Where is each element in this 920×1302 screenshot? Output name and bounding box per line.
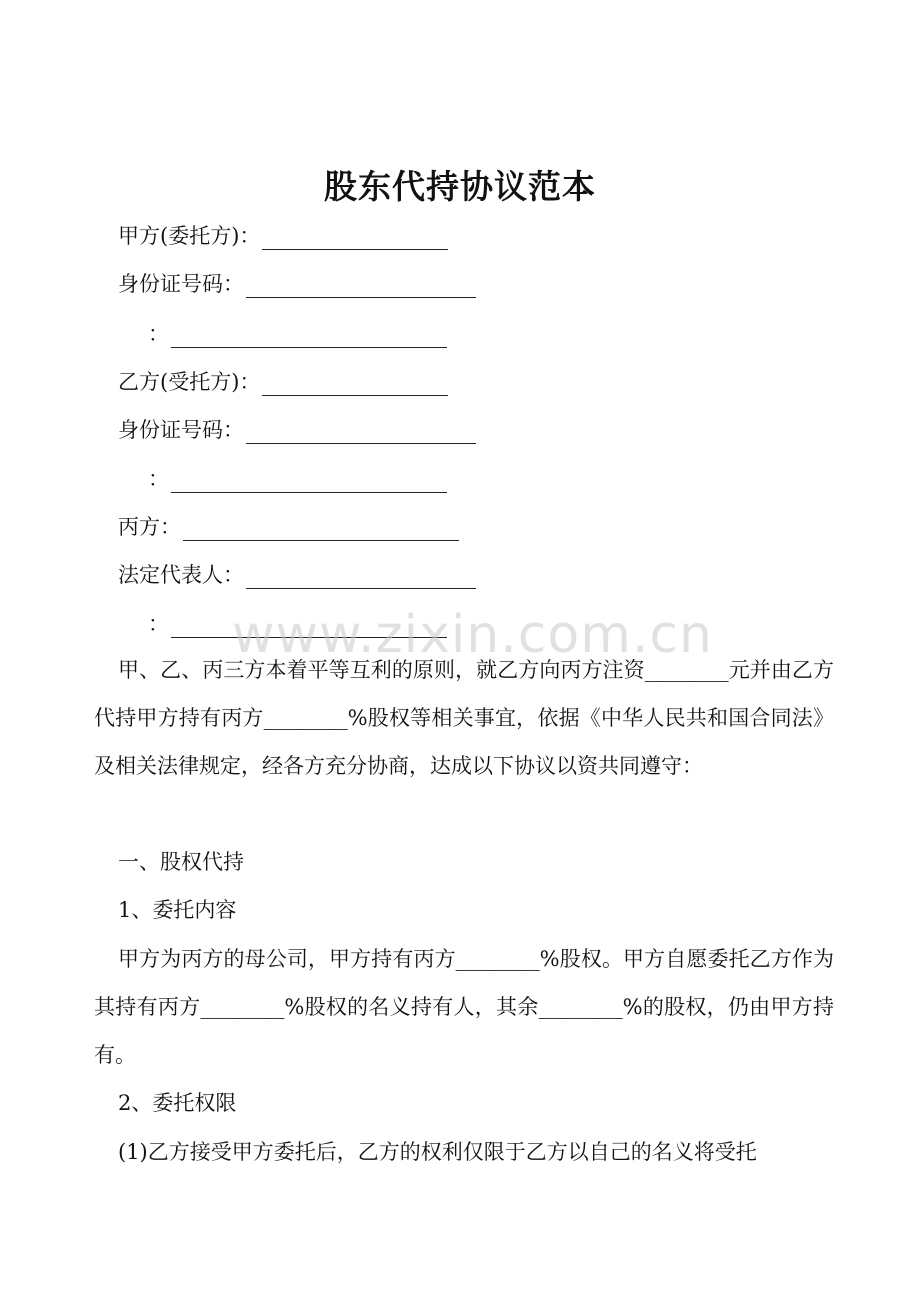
party-c-rep-blank[interactable] bbox=[246, 566, 476, 589]
party-b-extra-blank[interactable] bbox=[171, 470, 447, 493]
party-a-extra-blank[interactable] bbox=[171, 325, 447, 348]
party-b-id-line bbox=[118, 416, 476, 444]
party-c-label: 丙方： bbox=[118, 515, 181, 539]
party-b-id-label: 身份证号码： bbox=[118, 418, 244, 442]
party-b-id-blank[interactable] bbox=[246, 421, 476, 444]
party-b-line bbox=[118, 368, 448, 396]
subsection-2-item-1: (1)乙方接受甲方委托后，乙方的权利仅限于乙方以自己的名义将受托 bbox=[118, 1140, 757, 1164]
party-a-label: 甲方(委托方)： bbox=[118, 224, 261, 248]
section-heading-1: 一、股权代持 bbox=[118, 850, 244, 874]
party-a-id-label: 身份证号码： bbox=[118, 272, 244, 296]
party-a-id-blank[interactable] bbox=[246, 275, 476, 298]
party-b-blank[interactable] bbox=[262, 373, 448, 396]
party-a-extra-label: ： bbox=[148, 322, 169, 346]
party-a-line bbox=[118, 222, 448, 250]
document-title: 股东代持协议范本 bbox=[324, 167, 596, 206]
party-c-line bbox=[118, 513, 459, 541]
party-a-blank[interactable] bbox=[262, 227, 448, 250]
intro-paragraph: 甲、乙、丙三方本着平等互利的原则，就乙方向丙方注资________元并由乙方代持甲方持有丙方________%股权等相关事宜，依据《中华人民共和国合同法》及相关法律规定，经各方充分协商，达成以下协议以资共同遵守： bbox=[94, 658, 834, 778]
party-c-extra-label: ： bbox=[148, 612, 169, 636]
party-b-extra-label: ： bbox=[148, 467, 169, 491]
party-a-id-line bbox=[118, 270, 476, 298]
watermark-text: www.zixin.com.cn bbox=[232, 605, 713, 665]
subsection-heading-1: 1、委托内容 bbox=[118, 898, 237, 922]
party-b-extra-line bbox=[148, 465, 447, 493]
party-b-label: 乙方(受托方)： bbox=[118, 370, 261, 394]
party-c-extra-line bbox=[148, 610, 447, 638]
party-c-blank[interactable] bbox=[183, 518, 459, 541]
subsection-heading-2: 2、委托权限 bbox=[118, 1091, 237, 1115]
party-a-extra-line bbox=[148, 320, 447, 348]
subsection-1-paragraph: 甲方为丙方的母公司，甲方持有丙方________%股权。甲方自愿委托乙方作为其持有丙方________%股权的名义持有人，其余________%的股权，仍由甲方持有。 bbox=[94, 947, 834, 1067]
party-c-extra-blank[interactable] bbox=[171, 615, 447, 638]
party-c-rep-line bbox=[118, 561, 476, 589]
party-c-rep-label: 法定代表人： bbox=[118, 563, 244, 587]
